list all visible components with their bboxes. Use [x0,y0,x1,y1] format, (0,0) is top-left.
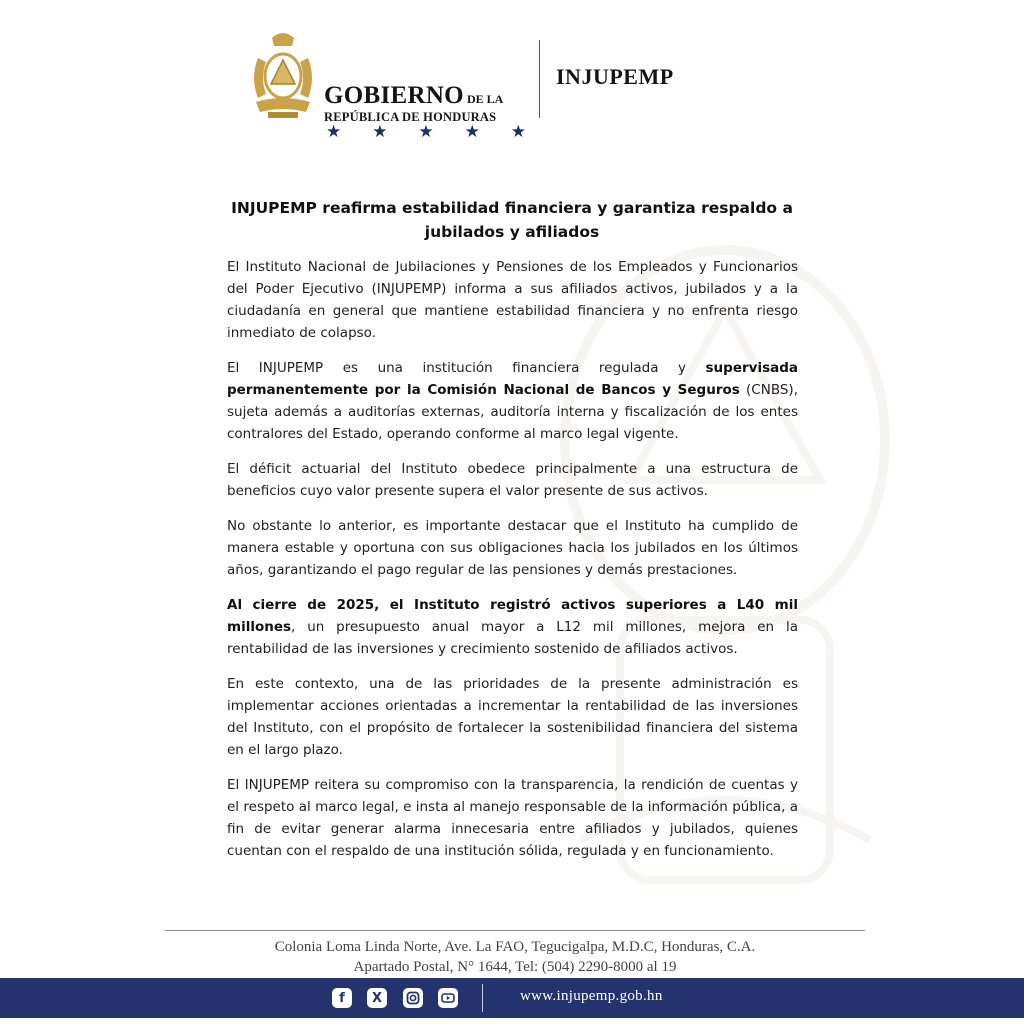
address-line-2: Apartado Postal, N° 1644, Tel: (504) 2290-8000 al 19 [353,959,677,975]
star-icon: ★ [418,122,434,142]
paragraph-6: En este contexto, una de las prioridades de la presente administración es implementar acciones orientadas a incrementar la rentabilidad de las inversiones del Instituto, con el propósito de fortalecer la sostenibilidad financiera del sistema en el largo plazo. [227,676,798,758]
paragraph-4: No obstante lo anterior, es importante destacar que el Instituto ha cumplido de manera estable y oportuna con sus obligaciones hacia los jubilados en los últimos años, garantizando el pago regular de las pensiones y demás prestaciones. [227,518,798,578]
youtube-icon[interactable] [438,988,458,1008]
paragraph-7: El INJUPEMP reitera su compromiso con la transparencia, la rendición de cuentas y el respeto al marco legal, e insta al manejo responsable de la información pública, a fin de evitar generar alarma innecesaria entre afiliados y jubilados, quienes cuentan con el respaldo de una institución sólida, regulada y en funcionamiento. [227,777,798,859]
star-icon: ★ [464,122,480,142]
website-link[interactable]: www.injupemp.gob.hn [520,988,663,1004]
press-release-title [226,196,798,244]
paragraph-2-rest: (CNBS), sujeta además a auditorías externas, auditoría interna y fiscalización de los entes contralores del Estado, operando conforme al marco legal vigente. [227,382,798,442]
paragraph-2 [227,357,798,445]
footer-bar [0,978,1024,1018]
gov-main-text: GOBIERNO [324,82,464,109]
instagram-icon[interactable] [403,988,423,1008]
x-icon[interactable]: X [367,988,387,1008]
paragraph-2-intro: El INJUPEMP es una institución financiera regulada y [227,360,706,376]
star-icon: ★ [326,122,342,142]
gov-subtitle: REPÚBLICA DE HONDURAS [324,110,497,124]
footer-divider [165,930,865,931]
honduras-coat-of-arms-logo [246,28,320,120]
paragraph-5-rest: , un presupuesto anual mayor a L12 mil millones, mejora en la rentabilidad de las inversiones y crecimiento sostenido de afiliados activos. [227,619,798,657]
paragraph-5 [227,594,798,660]
footer-address [165,937,865,977]
paragraph-5-highlight: Al cierre de 2025, el Instituto registró activos superiores a L40 mil millones [227,597,798,635]
star-row [326,124,526,141]
star-icon: ★ [510,122,526,142]
gov-small-text: DE LA [466,92,504,106]
paragraph-1: El Instituto Nacional de Jubilaciones y Pensiones de los Empleados y Funcionarios del Poder Ejecutivo (INJUPEMP) informa a sus afiliados activos, jubilados y a la ciudadanía en general que mantiene estabilidad financiera y no enfrenta riesgo inmediato de colapso. [227,259,798,341]
letterhead [246,28,716,142]
header-divider [539,40,540,118]
title-line-2: jubilados y afiliados [424,223,600,241]
star-icon: ★ [372,122,388,142]
paragraph-3: El déficit actuarial del Instituto obedece principalmente a una estructura de beneficios cuyo valor presente supera el valor presente de sus activos. [227,461,798,499]
facebook-icon[interactable]: f [332,988,352,1008]
title-line-1: INJUPEMP reafirma estabilidad financiera y garantiza respaldo a [231,199,793,217]
paragraph-2-highlight: supervisada permanentemente por la Comisión Nacional de Bancos y Seguros [227,360,798,398]
address-line-1: Colonia Loma Linda Norte, Ave. La FAO, Tegucigalpa, M.D.C, Honduras, C.A. [274,939,756,955]
press-release-body [227,256,798,875]
agency-name: INJUPEMP [556,64,674,89]
footer-bar-divider [482,984,483,1012]
